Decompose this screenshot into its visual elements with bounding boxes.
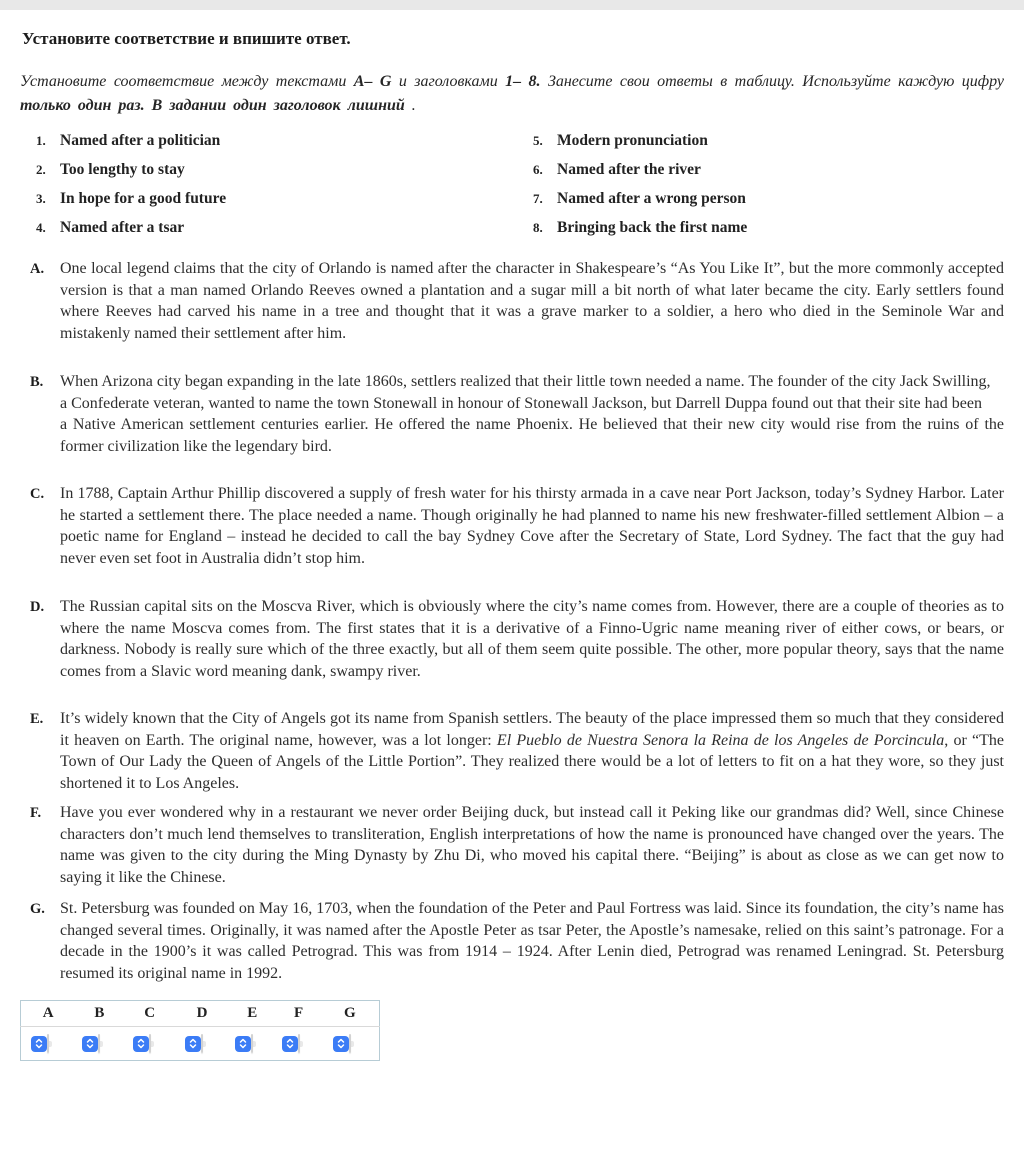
paragraph-text: One local legend claims that the city of Orlando is named after the character in Shakespeare’s “As You Like It”, but the more commonly accepted version is that a man named Orlando Reeves owned a plantation and a sugar mill a bit north of what later became the city. Early settlers found where Reeves had carved his name in a tree and thought that it was a grave marker to a soldier, a hero who died in the Seminole War and mistakenly named their settlement after him. [60,260,1004,342]
answer-table [20,1000,380,1061]
answer-select-d[interactable] [198,1041,206,1047]
instruction-segment: Занесите свои ответы в таблицу. Используйте каждую цифру [540,73,1004,90]
heading-label: Named after a politician [60,132,221,149]
answer-column-header-a: A [21,1001,76,1027]
paragraph-letter: D. [30,599,45,615]
heading-item-3 [36,190,533,219]
heading-number: 5. [533,133,543,148]
answer-column-header-b: B [75,1001,123,1027]
instruction-segment: 1– 8. [505,73,541,90]
text-paragraph-d [30,596,1004,682]
heading-label: Too lengthy to stay [60,161,185,178]
paragraph-text-segment: , or “The Town of Our Lady the Queen of Angels of the Little Portion”. They realized there would be a lot of letters to fit on a hat they wore, so they just shortened it to Los Angeles. [60,731,1005,792]
reading-texts [30,258,1004,984]
paragraph-letter: A. [30,261,45,277]
heading-label: Bringing back the first name [557,219,748,236]
heading-item-5 [533,132,1004,161]
answer-cell-g [321,1027,380,1061]
answer-cell-b [75,1027,123,1061]
heading-item-4 [36,219,533,248]
heading-number: 7. [533,191,543,206]
paragraph-text: St. Petersburg was founded on May 16, 1703, when the foundation of the Peter and Paul Fortress was laid. Since its foundation, the city’s name has changed several times. Originally, it was named after the Apostle Peter as tsar Peter, the Apostle’s namesake, relied on this saint’s patronage. For a decade in the 1900’s it was called Petrograd. This was from 1914 – 1924. After Lenin died, Petrograd was renamed Leningrad. St. Petersburg resumed its original name in 1992. [60,900,1004,982]
answer-select-b[interactable] [95,1041,103,1047]
heading-label: Named after the river [557,161,701,178]
select-stepper-icon [282,1036,298,1052]
answer-select-e[interactable] [248,1041,256,1047]
answer-column-header-f: F [276,1001,320,1027]
headings-column-left [36,132,533,248]
answer-cell-a [21,1027,76,1061]
heading-number: 8. [533,220,543,235]
answer-column-header-g: G [321,1001,380,1027]
answer-column-header-d: D [176,1001,228,1027]
answer-select-c[interactable] [146,1041,154,1047]
answer-cell-e [228,1027,276,1061]
heading-label: Named after a wrong person [557,190,746,207]
paragraph-text [60,708,1004,794]
select-stepper-icon [31,1036,47,1052]
instruction-segment: Установите соответствие между текстами [20,73,354,90]
text-paragraph-b [30,371,1004,457]
heading-label: Modern pronunciation [557,132,708,149]
text-paragraph-g [30,898,1004,984]
paragraph-text: When Arizona city began expanding in the late 1860s, settlers realized that their little town needed a name. The founder of the city Jack Swilling, a Confederate veteran, wanted to name the town Stonewall in honour of Stonewall Jackson, but Darrell Duppa found out that their site had been a Native American settlement centuries earlier. He offered the name Phoenix. He believed that their new city would rise from the ruins of the former civilization like the legendary bird. [60,373,1004,455]
paragraph-text-segment: It’s widely known that the City of Angels got its name from Spanish settlers. The beauty of the place impressed them so much that they considered it heaven on Earth. The original name, however, was a lot longer: [60,710,1004,749]
task-title: Установите соответствие и впишите ответ. [22,29,351,48]
heading-label: Named after a tsar [60,219,185,236]
text-paragraph-f [30,802,1004,888]
headings-list [36,132,1004,248]
answer-cell-f [276,1027,320,1061]
answer-column-header-e: E [228,1001,276,1027]
paragraph-letter: F. [30,805,42,821]
top-border-strip [0,0,1024,10]
heading-item-1 [36,132,533,161]
heading-item-7 [533,190,1004,219]
instruction-segment: A– G [353,73,392,90]
instruction-segment: и заголовками [391,73,506,90]
select-stepper-icon [82,1036,98,1052]
answer-cell-c [124,1027,176,1061]
headings-column-right [533,132,1004,248]
paragraph-text: In 1788, Captain Arthur Phillip discovered a supply of fresh water for his thirsty armada in a cave near Port Jackson, today’s Sydney Harbor. Later he started a settlement there. The place needed a name. Though originally he had planned to name his new freshwater-filled settlement Albion – a poetic name for England – instead he decided to call the bay Sydney Cove after the Secretary of State, Lord Sydney. The fact that the guy had never even set foot in Australia didn’t stop him. [60,485,1004,567]
paragraph-letter: B. [30,374,44,390]
paragraph-letter: G. [30,901,45,917]
select-stepper-icon [185,1036,201,1052]
paragraph-letter: E. [30,711,44,727]
heading-item-8 [533,219,1004,248]
heading-number: 3. [36,191,46,206]
heading-item-2 [36,161,533,190]
instruction-segment: только один раз. В задании один заголовок лишний [20,97,405,114]
text-paragraph-e [30,708,1004,794]
answer-table-select-row [21,1027,380,1061]
text-paragraph-a [30,258,1004,344]
instruction-segment: . [404,97,416,114]
paragraph-text: Have you ever wondered why in a restaurant we never order Beijing duck, but instead call it Peking like our grandmas did? Well, since Chinese characters don’t much lend themselves to transliteration, English interpretations of how the name is pronounced have changed over the years. The name was given to the city during the Ming Dynasty by Zhu Di, who moved his capital there. “Beijing” is about as close as we can get now to saying it like the Chinese. [60,804,1004,886]
paragraph-text: The Russian capital sits on the Moscva River, which is obviously where the city’s name comes from. However, there are a couple of theories as to where the name Moscva comes from. The first states that it is a derivative of a Finno-Ugric name meaning river of either cows, or bears, or darkness. Nobody is really sure which of the three exactly, but all of them seem quite possible. The other, more popular theory, says that the name comes from a Slavic word meaning dank, swampy river. [60,598,1004,680]
answer-column-header-c: C [124,1001,176,1027]
answer-select-g[interactable] [346,1041,354,1047]
heading-number: 4. [36,220,46,235]
select-stepper-icon [133,1036,149,1052]
heading-number: 2. [36,162,46,177]
answer-cell-d [176,1027,228,1061]
heading-label: In hope for a good future [60,190,227,207]
heading-number: 6. [533,162,543,177]
answer-select-f[interactable] [295,1041,303,1047]
heading-item-6 [533,161,1004,190]
paragraph-text-segment-italic: El Pueblo de Nuestra Senora la Reina de los Angeles de Porcincula [496,731,945,749]
heading-number: 1. [36,133,46,148]
answer-table-header-row [21,1001,380,1027]
bottom-whitespace [0,1061,1024,1101]
paragraph-letter: C. [30,486,45,502]
select-stepper-icon [235,1036,251,1052]
answer-select-a[interactable] [44,1041,52,1047]
text-paragraph-c [30,483,1004,569]
select-stepper-icon [333,1036,349,1052]
task-instructions [20,70,1004,118]
